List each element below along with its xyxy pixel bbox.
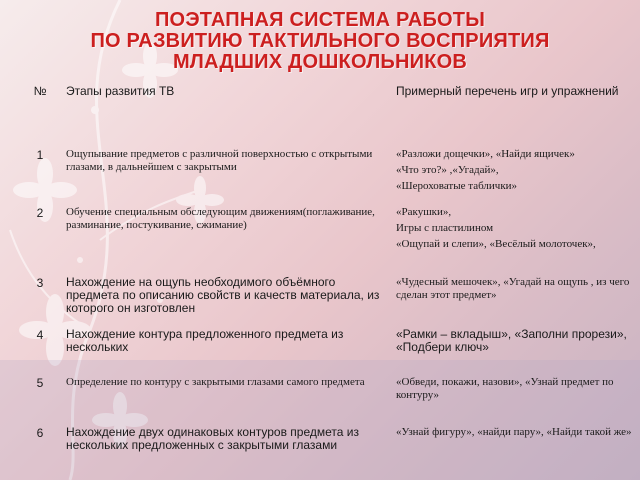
row-stage: Обучение специальным обследующим движениям(поглаживание, разминание, постукивание, сжимание) (66, 206, 375, 231)
game-item: Игры с пластилином (396, 222, 494, 234)
table-row (18, 146, 640, 204)
title-line-2: ПО РАЗВИТИЮ ТАКТИЛЬНОГО ВОСПРИЯТИЯ (90, 30, 550, 52)
game-item: «Ощупай и слепи», «Весёлый молоточек», (396, 238, 596, 250)
game-item: «Разложи дощечки», «Найди ящичек» (396, 148, 575, 160)
table-row (18, 424, 640, 468)
page-title (40, 10, 600, 73)
title-line-1: ПОЭТАПНАЯ СИСТЕМА РАБОТЫ (154, 9, 486, 31)
row-num: 6 (36, 426, 44, 440)
game-item: «Обведи, покажи, назови», «Узнай предмет по контуру» (396, 376, 614, 401)
stages-table (18, 82, 640, 468)
table-header-row (18, 82, 640, 146)
table-row (18, 274, 640, 326)
title-line-3: МЛАДШИХ ДОШКОЛЬНИКОВ (172, 51, 468, 73)
header-stage: Этапы развития ТВ (66, 84, 175, 98)
game-item: «Рамки – вкладыш», «Заполни прорези», «Подбери ключ» (396, 327, 627, 354)
table-row (18, 204, 640, 274)
game-item: «Ракушки», (396, 206, 452, 218)
row-stage: Определение по контуру с закрытыми глазами самого предмета (66, 376, 365, 388)
row-games (392, 274, 640, 326)
row-num: 5 (36, 376, 44, 390)
row-games (392, 204, 640, 274)
row-stage: Нахождение двух одинаковых контуров предмета из нескольких предложенных с закрытыми глазами (66, 425, 359, 452)
table-row (18, 326, 640, 374)
table-row (18, 374, 640, 424)
row-games (392, 146, 640, 204)
game-item: «Узнай фигуру», «найди пару», «Найди такой же» (396, 426, 632, 438)
header-num: № (33, 84, 47, 98)
row-num: 1 (36, 148, 44, 162)
row-num: 3 (36, 276, 44, 290)
game-item: «Что это?» ,«Угадай», (396, 164, 499, 176)
row-stage: Нахождение на ощупь необходимого объёмного предмета по описанию свойств и качеств материала, из которого он изготовлен (66, 275, 380, 315)
row-stage: Ощупывание предметов с различной поверхностью с открытыми глазами, в дальнейшем с закрытыми (66, 148, 373, 173)
row-num: 4 (36, 328, 44, 342)
row-games (392, 424, 640, 468)
row-stage: Нахождение контура предложенного предмета из нескольких (66, 327, 344, 354)
game-item: «Шероховатые таблички» (396, 180, 518, 192)
row-games (392, 374, 640, 424)
game-item: «Чудесный мешочек», «Угадай на ощупь , из чего сделан этот предмет» (396, 276, 630, 301)
row-num: 2 (36, 206, 44, 220)
header-games: Примерный перечень игр и упражнений (396, 84, 619, 98)
row-games (392, 326, 640, 374)
